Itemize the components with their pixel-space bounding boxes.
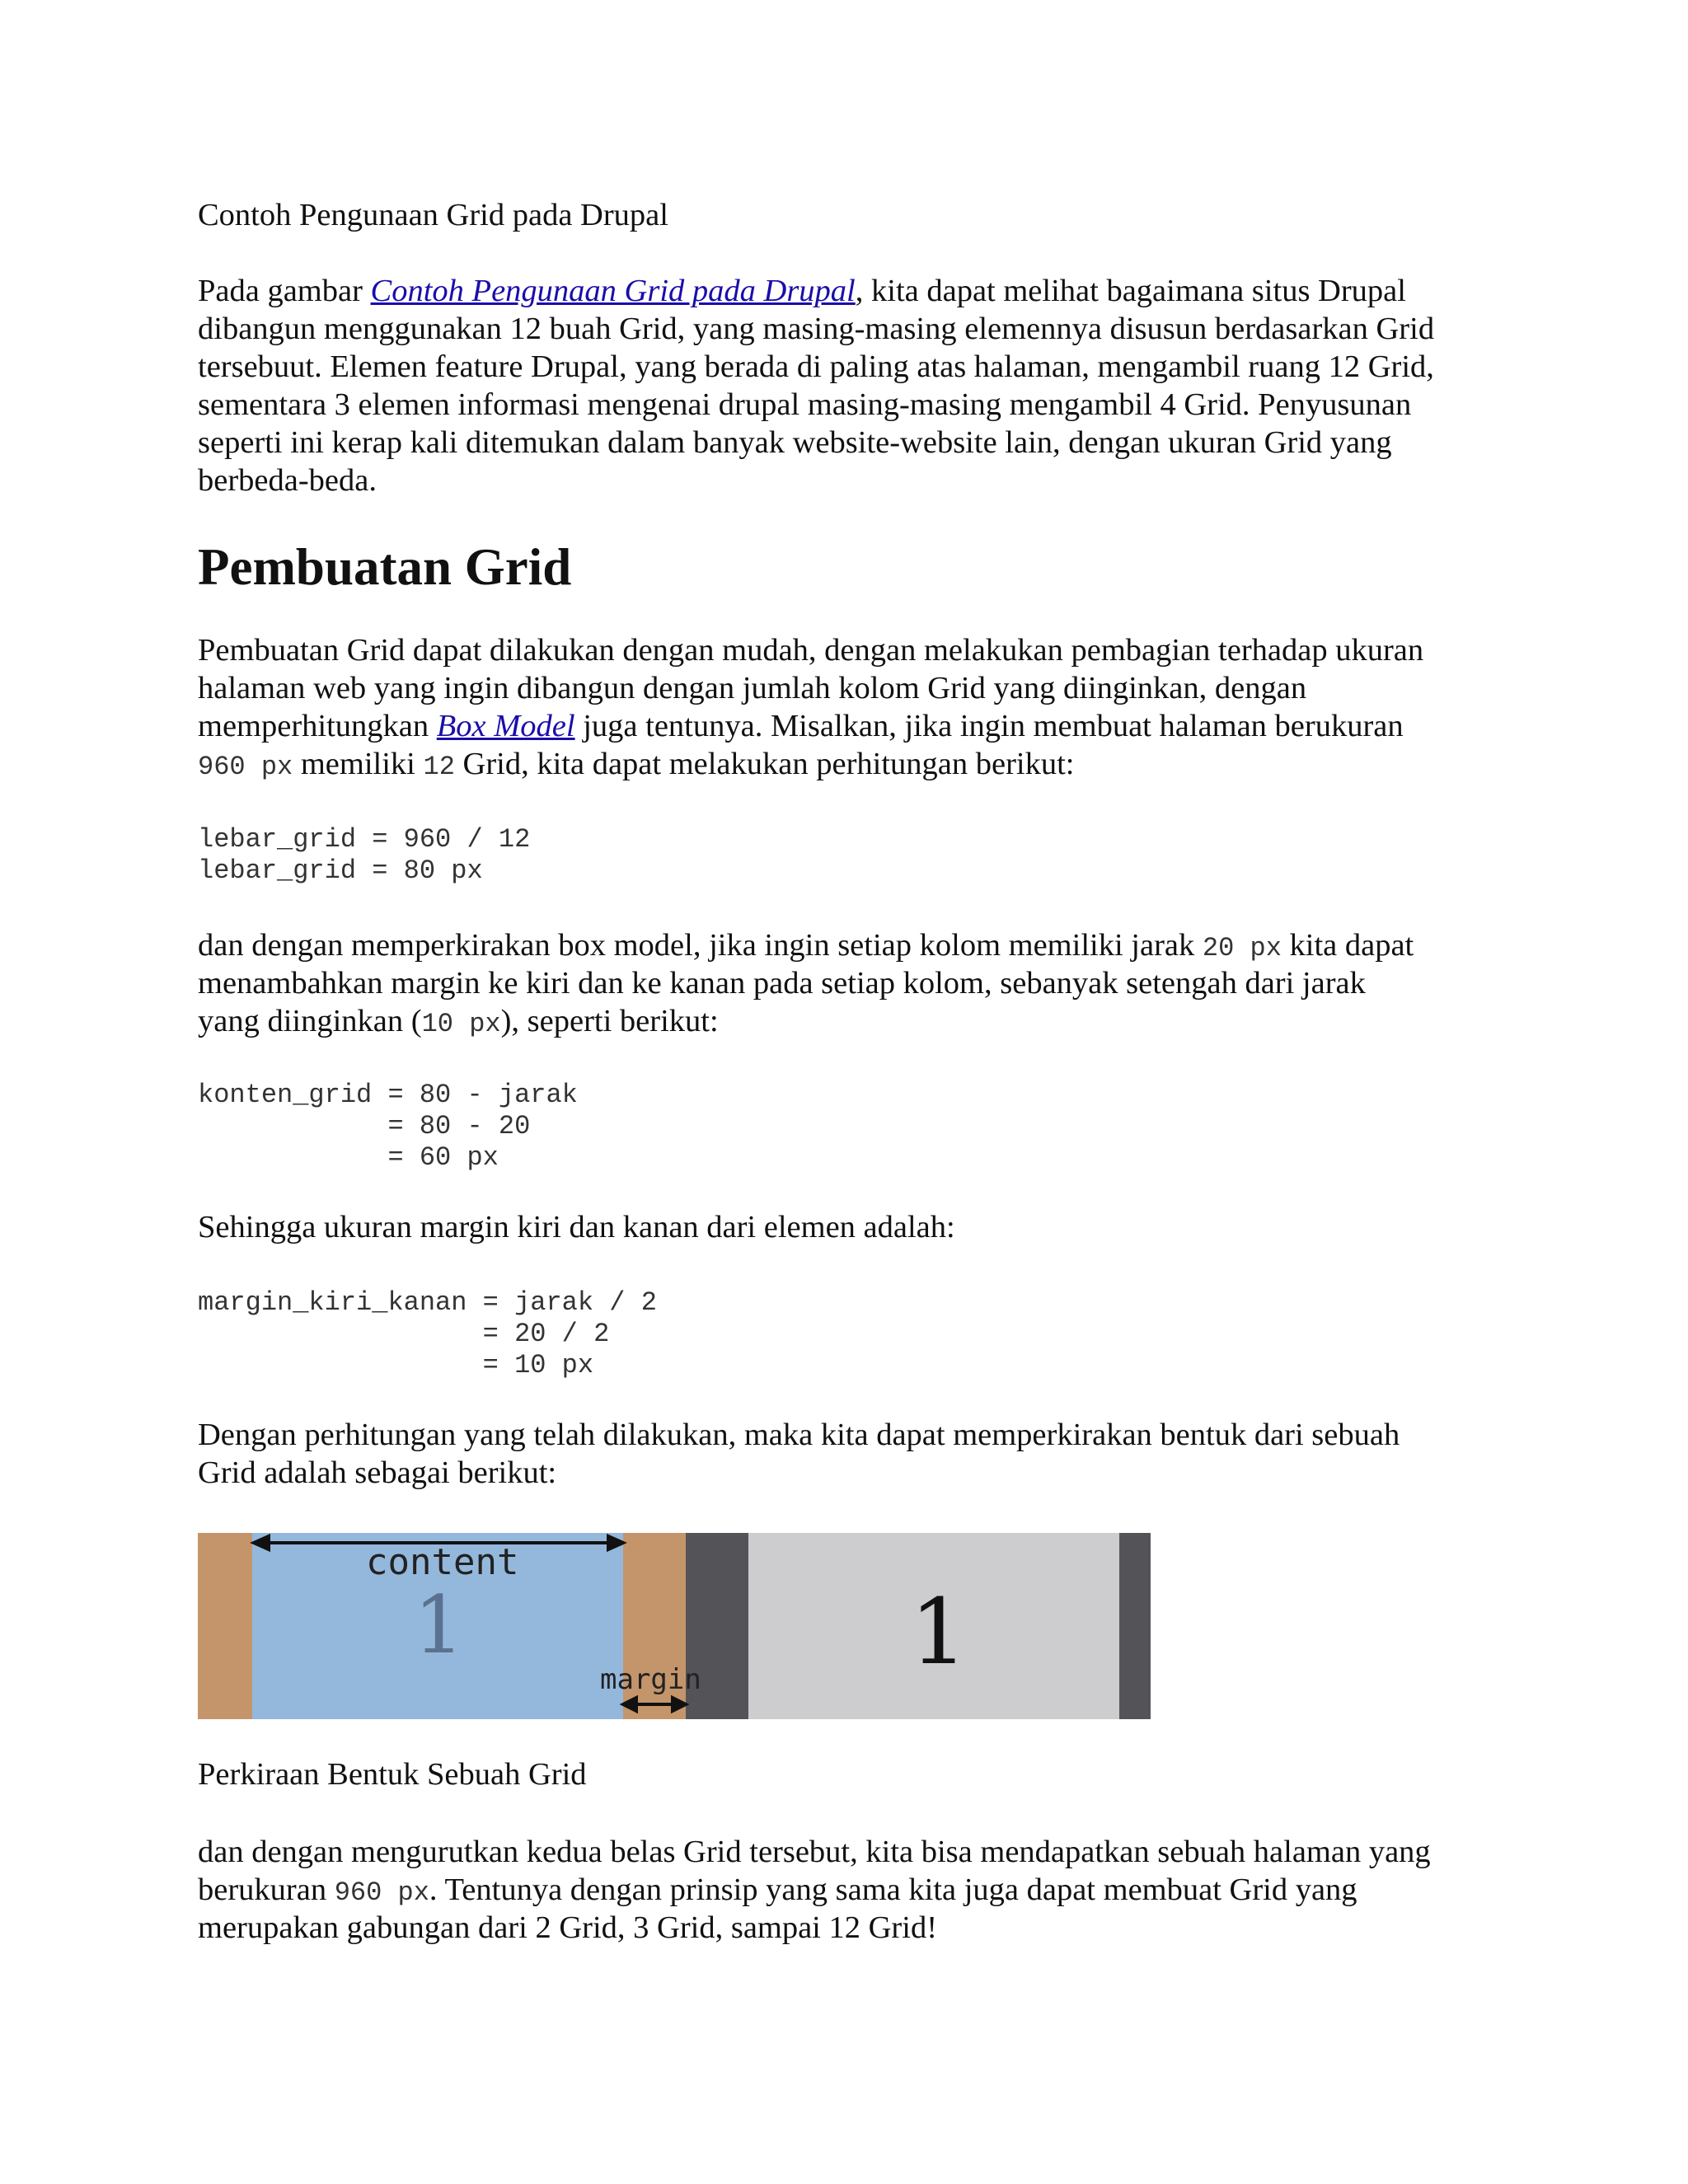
margin-arrow-head-right (673, 1698, 686, 1711)
inline-code: 12 (423, 752, 455, 782)
link-contoh-grid-drupal[interactable]: Contoh Pengunaan Grid pada Drupal (370, 274, 856, 308)
inline-code: 20 px (1202, 933, 1282, 963)
column-number: 1 (910, 1579, 968, 1685)
content-arrow-head-right (608, 1536, 623, 1549)
inline-code: 960 px (198, 752, 293, 782)
caption-figure: Perkiraan Bentuk Sebuah Grid (198, 1757, 587, 1792)
code-block-konten-grid: konten_grid = 80 - jarak = 80 - 20 = 60 px (198, 1080, 578, 1173)
grid-figure (198, 1533, 1151, 1719)
inline-code: 10 px (421, 1009, 501, 1039)
content-label: content (366, 1541, 519, 1583)
content-number: 1 (414, 1579, 465, 1671)
margin-arrow-head-left (623, 1698, 636, 1711)
margin-label: margin (600, 1663, 701, 1696)
caption-top: Contoh Pengunaan Grid pada Drupal (198, 198, 668, 232)
paragraph-margin: Sehingga ukuran margin kiri dan kanan dari elemen adalah: (198, 1210, 955, 1244)
content-arrow-head-left (254, 1536, 269, 1549)
section-heading: Pembuatan Grid (198, 538, 572, 596)
code-block-margin: margin_kiri_kanan = jarak / 2 = 20 / 2 = 10 px (198, 1287, 657, 1380)
inline-code: 960 px (334, 1877, 429, 1908)
link-box-model[interactable]: Box Model (436, 709, 575, 743)
code-block-lebar-grid: lebar_grid = 960 / 12 lebar_grid = 80 px (198, 824, 531, 886)
